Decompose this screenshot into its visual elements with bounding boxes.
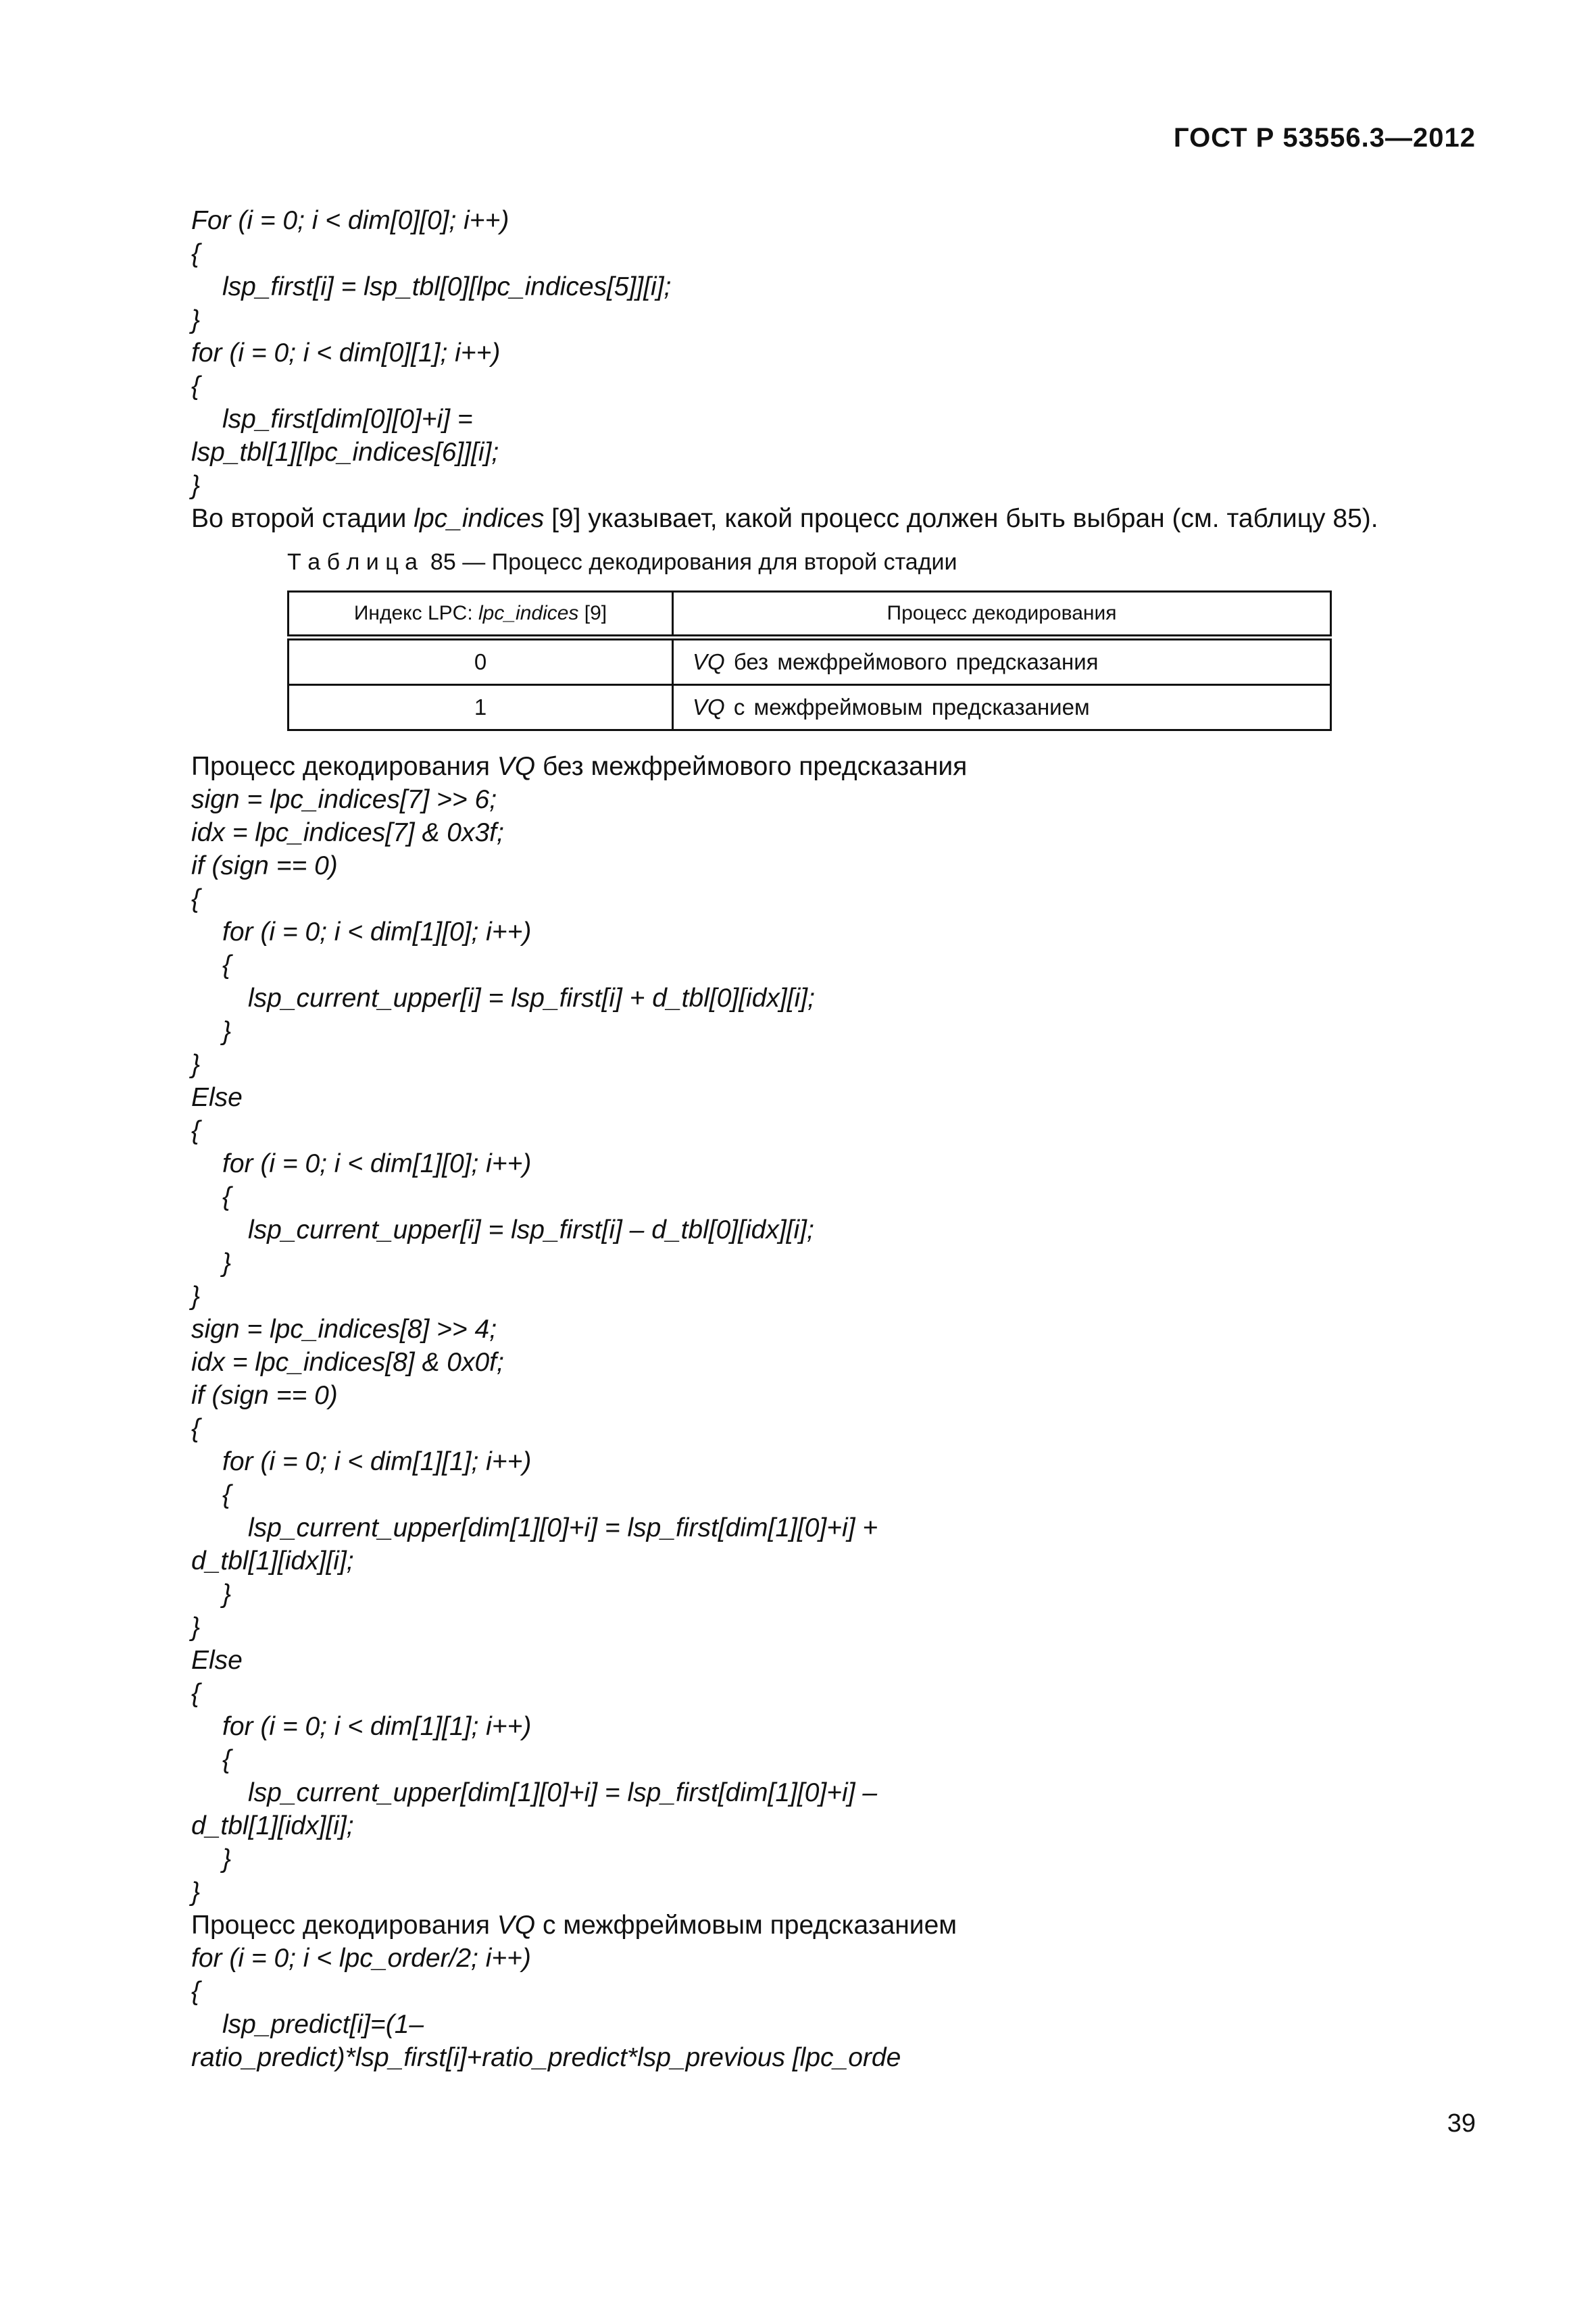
code-line: } <box>191 1878 201 1907</box>
row-index: 1 <box>289 685 673 730</box>
code-line: if (sign == 0) <box>191 1381 338 1410</box>
code-line: } <box>222 1017 232 1046</box>
section-text-end: с межфреймовым предсказанием <box>535 1911 957 1940</box>
vq-label: VQ <box>497 752 536 781</box>
code-line: Else <box>191 1083 243 1112</box>
code-line: for (i = 0; i < dim[1][1]; i++) <box>222 1447 532 1476</box>
code-line: For (i = 0; i < dim[0][0]; i++) <box>191 206 509 235</box>
vq-label: VQ <box>693 649 725 674</box>
code-line: { <box>222 1480 232 1509</box>
code-line: } <box>191 1282 201 1311</box>
code-line: Else <box>191 1646 243 1675</box>
header-process: Процесс декодирования <box>673 592 1331 638</box>
intro-paragraph <box>191 502 1378 535</box>
section-text-end: без межфреймового предсказания <box>535 752 968 781</box>
code-line: { <box>222 1182 232 1211</box>
code-line: { <box>222 1745 232 1774</box>
table-row <box>289 638 1331 685</box>
code-line: } <box>191 1613 201 1642</box>
code-line: sign = lpc_indices[8] >> 4; <box>191 1315 497 1344</box>
intro-text-end: [9] указывает, какой процесс должен быть выбран (см. таблицу 85). <box>544 504 1378 533</box>
code-line: d_tbl[1][idx][i]; <box>191 1546 354 1576</box>
code-line: { <box>191 1679 201 1708</box>
code-line: idx = lpc_indices[7] & 0x3f; <box>191 818 504 847</box>
decoding-process-table <box>287 590 1332 731</box>
code-line: { <box>191 884 201 913</box>
code-line: lsp_tbl[1][lpc_indices[6]][i]; <box>191 438 499 467</box>
code-line: for (i = 0; i < dim[1][0]; i++) <box>222 1149 532 1178</box>
section-text: Процесс декодирования <box>191 752 497 781</box>
code-line: for (i = 0; i < dim[0][1]; i++) <box>191 338 501 368</box>
header-index-variable: lpc_indices <box>478 602 579 624</box>
code-line: for (i = 0; i < dim[1][0]; i++) <box>222 917 532 947</box>
code-line: lsp_current_upper[i] = lsp_first[i] – d_tbl[0][idx][i]; <box>248 1215 814 1244</box>
code-line: { <box>191 1414 201 1443</box>
code-line: lsp_current_upper[dim[1][0]+i] = lsp_first[dim[1][0]+i] + <box>248 1513 878 1542</box>
table-row <box>289 685 1331 730</box>
header-index-suffix: [9] <box>578 602 607 624</box>
code-line: { <box>191 372 201 401</box>
code-line: sign = lpc_indices[7] >> 6; <box>191 785 497 814</box>
standard-number: ГОСТ Р 53556.3—2012 <box>1173 123 1476 153</box>
code-line: ratio_predict)*lsp_first[i]+ratio_predict*lsp_previous [lpc_orde <box>191 2043 901 2072</box>
vq-label: VQ <box>497 1911 536 1940</box>
code-line: } <box>191 1050 201 1079</box>
code-line: lsp_first[i] = lsp_tbl[0][lpc_indices[5]][i]; <box>222 272 672 301</box>
section-heading-no-prediction <box>191 750 967 783</box>
code-line: for (i = 0; i < lpc_order/2; i++) <box>191 1944 531 1973</box>
vq-label: VQ <box>693 695 725 720</box>
section-text: Процесс декодирования <box>191 1911 497 1940</box>
process-text: с межфреймовым предсказанием <box>724 695 1090 720</box>
code-line: } <box>222 1844 232 1873</box>
header-index <box>289 592 673 638</box>
table-header-row <box>289 592 1331 638</box>
row-process <box>673 638 1331 685</box>
code-line: if (sign == 0) <box>191 851 338 880</box>
code-line: for (i = 0; i < dim[1][1]; i++) <box>222 1712 532 1741</box>
code-line: lsp_first[dim[0][0]+i] = <box>222 405 473 434</box>
code-line: d_tbl[1][idx][i]; <box>191 1811 354 1840</box>
code-line: { <box>191 239 201 268</box>
code-line: idx = lpc_indices[8] & 0x0f; <box>191 1348 504 1377</box>
process-text: без межфреймового предсказания <box>724 649 1099 674</box>
code-line: lsp_current_upper[i] = lsp_first[i] + d_tbl[0][idx][i]; <box>248 984 815 1013</box>
row-process <box>673 685 1331 730</box>
code-line: } <box>222 1249 232 1278</box>
code-line: { <box>222 951 232 980</box>
intro-text: Во второй стадии <box>191 504 414 533</box>
code-line: lsp_predict[i]=(1– <box>222 2010 424 2039</box>
row-index: 0 <box>289 638 673 685</box>
table-caption: Т а б л и ц а 85 — Процесс декодирования для второй стадии <box>287 549 957 575</box>
page-number: 39 <box>1447 2109 1476 2138</box>
header-index-prefix: Индекс LPC: <box>353 602 479 624</box>
code-line: lsp_current_upper[dim[1][0]+i] = lsp_first[dim[1][0]+i] – <box>248 1778 878 1807</box>
section-heading-with-prediction <box>191 1909 957 1942</box>
code-line: } <box>222 1580 232 1609</box>
code-line: { <box>191 1977 201 2006</box>
code-line: { <box>191 1116 201 1145</box>
code-line: } <box>191 305 201 334</box>
intro-variable: lpc_indices <box>414 504 545 533</box>
code-line: } <box>191 471 201 500</box>
